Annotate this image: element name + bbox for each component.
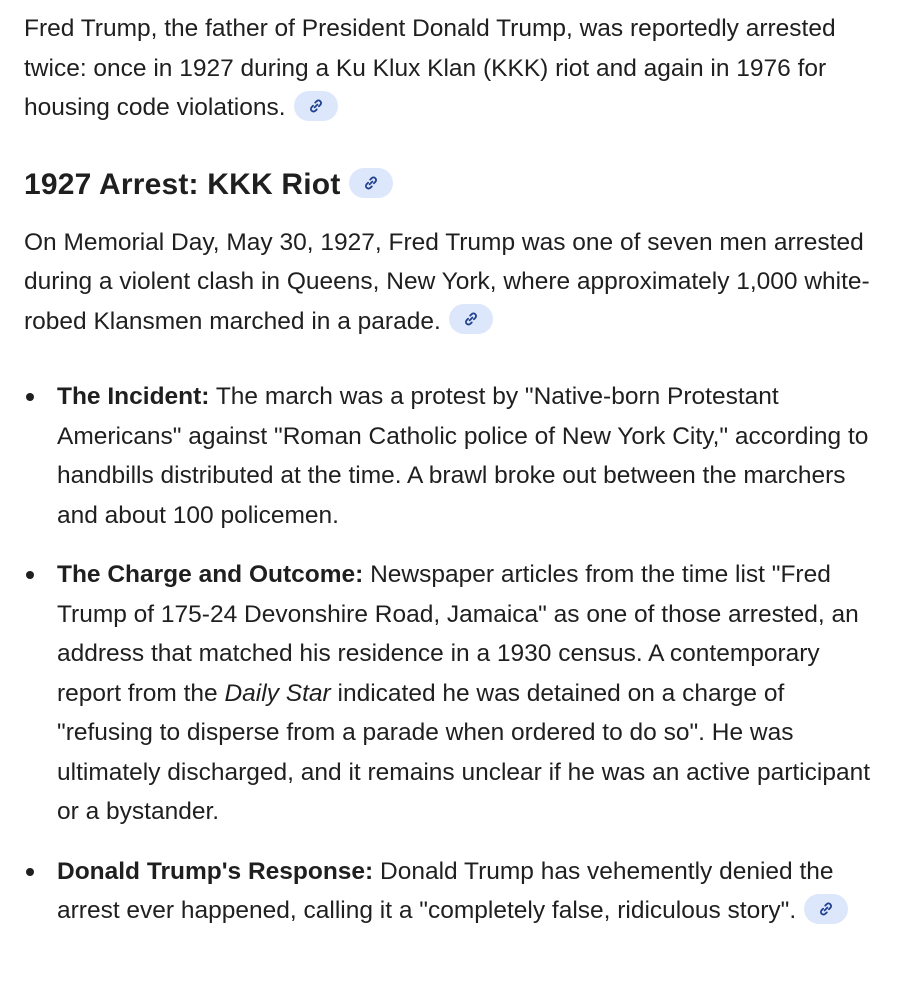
section-heading (24, 165, 878, 205)
bullet-label: Donald Trump's Response: (57, 857, 374, 885)
citation-chip[interactable] (349, 168, 393, 198)
list-item (24, 377, 878, 535)
bullet-text: indicated he was detained on a charge of "refusing to disperse from a parade when ordered to do so". He was ultimately discharged, and it remains unclear if he was an active participant or a bystander. (57, 679, 870, 825)
bullet-dot-icon (26, 868, 34, 876)
bullet-dot-icon (26, 571, 34, 579)
link-icon (818, 901, 834, 917)
link-icon (463, 311, 479, 327)
bullet-label: The Charge and Outcome: (57, 561, 364, 588)
citation-chip[interactable] (804, 894, 848, 924)
bullet-text: Donald Trump has vehemently denied the arrest ever happened, calling it a "completely false, ridiculous story". (57, 857, 834, 924)
bullet-label: The Incident: (57, 383, 210, 410)
link-icon (308, 98, 324, 114)
citation-chip[interactable] (294, 91, 338, 121)
section-paragraph-text: On Memorial Day, May 30, 1927, Fred Trump was one of seven men arrested during a violent clash in Queens, New York, where approximately 1,000 white-robed Klansmen marched in a parade. (24, 228, 870, 335)
link-icon (363, 175, 379, 191)
publication-name: Daily Star (224, 679, 331, 707)
intro-text: Fred Trump, the father of President Donald Trump, was reportedly arrested twice: once in 1927 during a Ku Klux Klan (KKK) riot and again in 1976 for housing code violations. (24, 15, 836, 121)
intro-paragraph (24, 9, 878, 128)
citation-chip[interactable] (449, 304, 493, 334)
section-paragraph (24, 223, 878, 342)
list-item (24, 852, 878, 931)
bullet-list (24, 377, 878, 931)
bullet-dot-icon (26, 393, 34, 401)
section-heading-text: 1927 Arrest: KKK Riot (24, 167, 341, 201)
bullet-text: Newspaper articles from the time list "Fred Trump of 175-24 Devonshire Road, Jamaica" as one of those arrested, an address that matched his residence in a 1930 census. A contemporary report from the (57, 561, 859, 707)
bullet-text: The march was a protest by "Native-born Protestant Americans" against "Roman Catholic police of New York City," according to handbills distributed at the time. A brawl broke out between the marchers and about 100 policemen. (57, 383, 869, 529)
list-item (24, 555, 878, 832)
